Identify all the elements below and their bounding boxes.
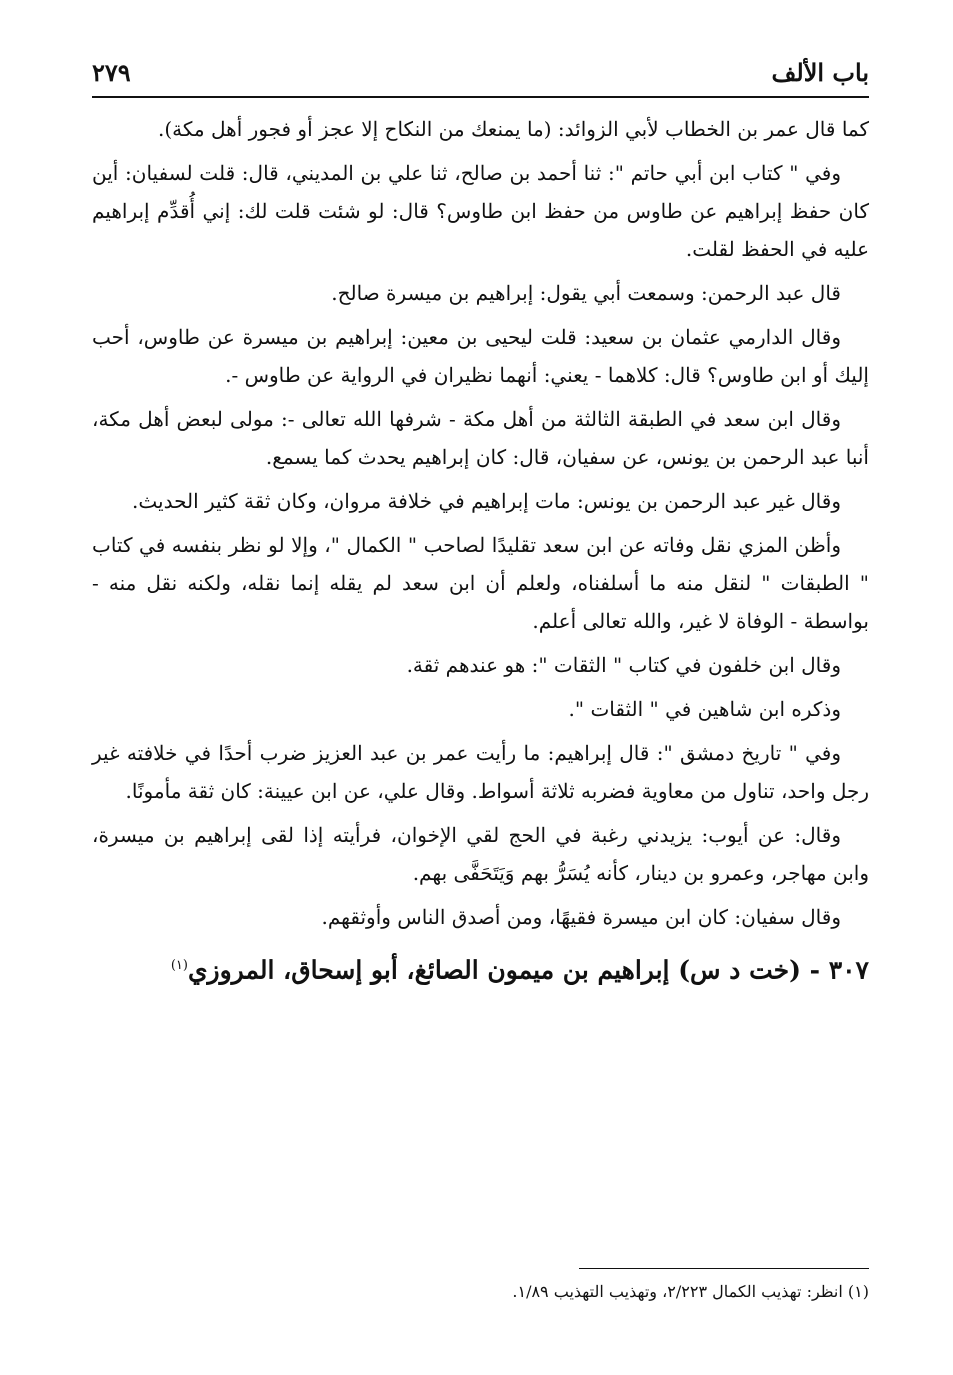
footnote-divider [579, 1268, 869, 1269]
paragraph: وقال: عن أيوب: يزيدني رغبة في الحج لقي الإخوان، فرأيته إذا لقى إبراهيم بن ميسرة، وابن مهاجر، وعمرو بن دينار، كأنه يُسَرُّ بهم وَيَتَحَفَّى بهم. [92, 823, 869, 885]
paragraph: وفي " كتاب ابن أبي حاتم ": ثنا أحمد بن صالح، ثنا علي بن المديني، قال: قلت لسفيان: أين كان حفظ إبراهيم عن طاوس من حفظ ابن طاوس؟ قال: لو شئت قلت لك: إني أُقدِّم إبراهيم عليه في الحفظ لقلت. [92, 161, 869, 261]
page-number: ٢٧٩ [92, 58, 131, 87]
entry-heading-text: ٣٠٧ - (خت د س) إبراهيم بن ميمون الصائغ، أبو إسحاق، المروزي [187, 955, 869, 985]
paragraph: وقال ابن خلفون في كتاب " الثقات ": هو عندهم ثقة. [406, 653, 841, 677]
footnote-marker[interactable]: (١) [170, 958, 188, 973]
paragraph: قال عبد الرحمن: وسمعت أبي يقول: إبراهيم بن ميسرة صالح. [331, 281, 841, 305]
paragraph: وأظن المزي نقل وفاته عن ابن سعد تقليدًا لصاحب " الكمال "، وإلا لو نظر بنفسه في كتاب " الطبقات " لنقل منه ما أسلفناه، ولعلم أن ابن سعد لم يقله إنما نقله، ولكنه نقل منه - بواسطة - الوفاة لا غير، والله تعالى أعلم. [92, 533, 869, 633]
paragraph: وقال ابن سعد في الطبقة الثالثة من أهل مكة - شرفها الله تعالى -: مولى لبعض أهل مكة، أنبا عبد الرحمن بن يونس، عن سفيان، قال: كان إبراهيم يحدث كما يسمع. [92, 407, 869, 469]
paragraph: وقال سفيان: كان ابن ميسرة فقيهًا، ومن أصدق الناس وأوثقهم. [321, 905, 841, 929]
page-body [92, 110, 869, 990]
paragraph: وقال الدارمي عثمان بن سعيد: قلت ليحيى بن معين: إبراهيم بن ميسرة عن طاوس، أحب إليك أو ابن طاوس؟ قال: كلاهما - يعني: أنهما نظيران في الرواية عن طاوس -. [92, 325, 869, 387]
paragraph: وفي " تاريخ دمشق ": قال إبراهيم: ما رأيت عمر بن عبد العزيز ضرب أحدًا في خلافته غير رجل واحد، تناول من معاوية فضربه ثلاثة أسواط. وقال علي، عن ابن عيينة: كان ثقة مأمونًا. [92, 741, 869, 803]
chapter-title: باب الألف [771, 58, 869, 87]
book-page [92, 52, 869, 1322]
paragraph: كما قال عمر بن الخطاب لأبي الزوائد: (ما يمنعك من النكاح إلا عجز أو فجور أهل مكة). [158, 117, 869, 141]
entry-heading [92, 946, 869, 990]
paragraph: وقال غير عبد الرحمن بن يونس: مات إبراهيم في خلافة مروان، وكان ثقة كثير الحديث. [132, 489, 841, 513]
running-header [92, 52, 869, 98]
paragraph: وذكره ابن شاهين في " الثقات ". [568, 697, 841, 721]
footnote: (١) انظر: تهذيب الكمال ٢/٢٢٣، وتهذيب التهذيب ١/٨٩. [512, 1282, 869, 1301]
